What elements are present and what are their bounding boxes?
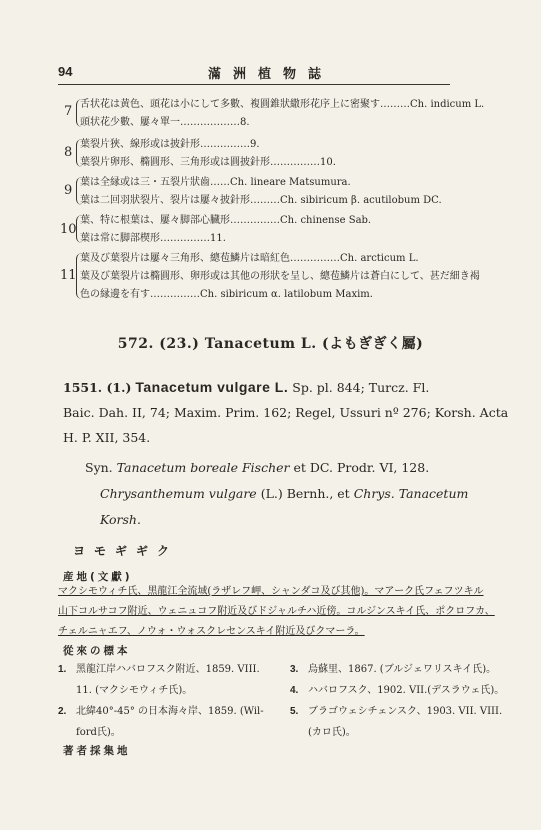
syn-author: et DC. — [293, 460, 333, 475]
synonym-line-3 — [100, 512, 141, 527]
synonym-line-1 — [85, 460, 429, 475]
key-line: 葉は常に脚部楔形……………11. — [80, 233, 226, 244]
specimen-text: ハバロフスク、1902. VII.(デスラウェ氏)。 — [308, 685, 505, 696]
key-line: 葉及び葉裂片は橢圓形、卵形或は其他の形狀を呈し、總苞鱗片は蒼白にして、甚だ細き褐 — [80, 271, 480, 282]
key-line: 舌状花は黄色、頭花は小にして多數、複圓錐狀繖形花序上に密聚す………Ch. indicum L. — [80, 99, 485, 110]
page-number: 94 — [58, 64, 73, 79]
syn-name: Chrysanthemum vulgare — [100, 486, 257, 501]
specimen-number: 3. — [290, 664, 299, 675]
syn-name: Tanacetum boreale Fischer — [116, 460, 290, 475]
key-line: 色の縁邊を有す……………Ch. sibiricum α. latilobum Maxim. — [80, 289, 373, 300]
specimen-item — [58, 659, 268, 701]
species-refs-2: Baic. Dah. II, 74; Maxim. Prim. 162; Regel, Ussuri nº 276; Korsh. Acta — [63, 405, 509, 420]
key-number: 10 — [60, 222, 77, 237]
specimen-item — [290, 680, 510, 701]
genus-heading: 572. (23.) Tanacetum L. (よもぎぎく屬) — [117, 336, 424, 352]
distribution-heading: 産地(文獻) — [63, 571, 133, 583]
distribution-line: チェルニャエフ、ノウォ・ウォスクレセンスキイ附近及びクマーラ。 — [58, 626, 365, 637]
collector-heading: 著者採集地 — [63, 745, 131, 757]
specimen-text: 11. (マクシモウィチ氏)。 — [76, 685, 193, 696]
specimen-number: 1. — [58, 664, 67, 675]
species-entry — [63, 375, 509, 450]
specimen-text: ford氏)。 — [76, 727, 121, 738]
specimen-item — [290, 701, 510, 743]
key-line: 葉は二回羽狀裂片、裂片は屢々披針形………Ch. sibiricum β. acutilobum DC. — [80, 195, 442, 206]
specimen-item — [290, 659, 510, 680]
key-line: 葉裂片卵形、橢圓形、三角形或は圓披針形……………10. — [80, 157, 336, 168]
distribution-text — [58, 582, 498, 642]
key-line: 葉裂片狹、線形或は披針形……………9. — [80, 139, 260, 150]
species-number: 1551. (1.) — [63, 380, 132, 395]
synonym-line-2 — [100, 486, 468, 501]
specimen-text: (カロ氏)。 — [308, 727, 356, 738]
specimen-text: 烏蘇里、1867. (ブルジェワリスキイ氏)。 — [308, 664, 497, 675]
syn-label: Syn. — [85, 460, 113, 475]
species-refs: Sp. pl. 844; Turcz. Fl. — [292, 380, 430, 395]
specimen-text: 北緯40°-45° の日本海々岸、1859. (Wil- — [76, 706, 264, 717]
specimen-number: 4. — [290, 685, 299, 696]
running-title: 滿洲植物誌 — [207, 67, 333, 82]
syn-author: (L.) Bernh., et — [260, 486, 350, 501]
specimen-text: ブラゴウェシチェンスク、1903. VII. VIII. — [308, 706, 503, 717]
key-number: 9 — [64, 183, 73, 198]
specimen-text: 黑龍江岸ハバロフスク附近、1859. VIII. — [76, 664, 260, 675]
key-number: 8 — [64, 145, 73, 160]
key-line: 頭状花少數、屢々單一………………8. — [80, 117, 250, 128]
specimen-number: 2. — [58, 706, 67, 717]
syn-ref: Prodr. VI, 128. — [336, 460, 430, 475]
key-number: 7 — [64, 104, 73, 119]
key-number: 11 — [60, 268, 77, 283]
distribution-line: マクシモウィチ氏、黑龍江全流域(ラザレフ岬、シャンダコ及び其他)。マアーク氏フェフツキル — [58, 586, 484, 597]
header-rule — [58, 84, 450, 85]
syn-author: Korsh. — [100, 512, 141, 527]
key-line: 葉及び葉裂片は屢々三角形、總苞鱗片は暗紅色……………Ch. arcticum L. — [80, 253, 419, 264]
specimen-item — [58, 701, 268, 743]
vernacular-name: ヨモギギク — [73, 544, 179, 558]
key-line: 葉、特に根葉は、屢々脚部心臓形……………Ch. chinense Sab. — [80, 215, 372, 226]
syn-name: Chrys. Tanacetum — [353, 486, 469, 501]
specimen-number: 5. — [290, 706, 299, 717]
specimens-heading: 從來の標本 — [63, 645, 131, 657]
species-refs-3: H. P. XII, 354. — [63, 430, 151, 445]
species-name: Tanacetum vulgare L. — [135, 379, 289, 395]
distribution-line: 山下コルサコフ附近、ウェニュコフ附近及びドジャルチハ近傍。コルジンスキイ氏、ポクロフカ、 — [58, 606, 495, 617]
key-line: 葉は全縁或は三・五裂片狀齒……Ch. lineare Matsumura. — [80, 177, 351, 188]
